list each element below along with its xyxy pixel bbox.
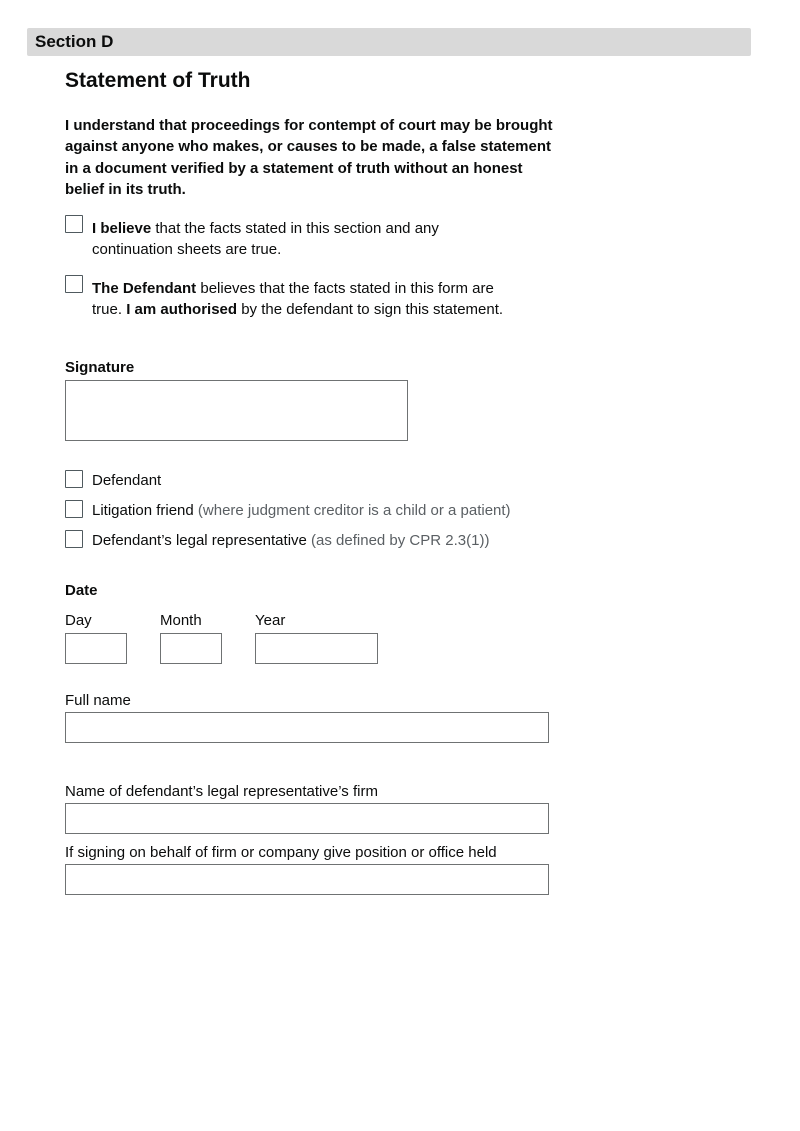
legal-representative-label: Defendant’s legal representative (92, 532, 307, 549)
legal-representative-option (92, 532, 489, 550)
believe-bold: I believe (92, 220, 152, 237)
firm-name-input[interactable] (65, 803, 549, 834)
defendant-line2-rest: by the defendant to sign this statement. (237, 301, 504, 318)
position-label: If signing on behalf of firm or company give position or office held (65, 844, 497, 861)
defendant-line2-pre: true. (92, 301, 127, 318)
defendant-believes-checkbox[interactable] (65, 275, 83, 293)
litigation-friend-checkbox[interactable] (65, 500, 83, 518)
day-label: Day (65, 612, 92, 629)
authorised-bold: I am authorised (126, 301, 238, 318)
firm-name-label: Name of defendant’s legal representative’s firm (65, 783, 378, 800)
defendant-rest: believes that the facts stated in this form are (196, 280, 494, 297)
legal-representative-checkbox[interactable] (65, 530, 83, 548)
section-label: Section D (35, 32, 114, 51)
year-label: Year (255, 612, 286, 629)
day-input[interactable] (65, 633, 127, 664)
signature-box[interactable] (65, 380, 408, 441)
full-name-input[interactable] (65, 712, 549, 743)
litigation-friend-label: Litigation friend (92, 502, 194, 519)
year-input[interactable] (255, 633, 378, 664)
legal-representative-note: (as defined by CPR 2.3(1)) (306, 532, 490, 549)
litigation-friend-note: (where judgment creditor is a child or a patient) (193, 502, 511, 519)
defendant-bold: The Defendant (92, 280, 197, 297)
defendant-option-label: Defendant (92, 472, 162, 489)
position-input[interactable] (65, 864, 549, 895)
signature-label: Signature (65, 359, 135, 376)
defendant-statement (92, 278, 562, 320)
believe-rest: that the facts stated in this section and any (151, 220, 439, 237)
believe-line2: continuation sheets are true. (92, 241, 282, 258)
section-header (27, 28, 751, 56)
month-input[interactable] (160, 633, 222, 664)
believe-statement (92, 218, 562, 260)
full-name-label: Full name (65, 692, 131, 709)
litigation-friend-option (92, 502, 511, 520)
month-label: Month (160, 612, 202, 629)
defendant-option-checkbox[interactable] (65, 470, 83, 488)
page-title: Statement of Truth (65, 69, 251, 92)
date-label: Date (65, 582, 98, 599)
believe-checkbox[interactable] (65, 215, 83, 233)
defendant-option (92, 472, 161, 490)
intro-text: I understand that proceedings for contempt of court may be brought against anyone who makes, or causes to be made, a false statement in a document verified by a statement of truth without an honest belief in its truth. (65, 117, 553, 198)
